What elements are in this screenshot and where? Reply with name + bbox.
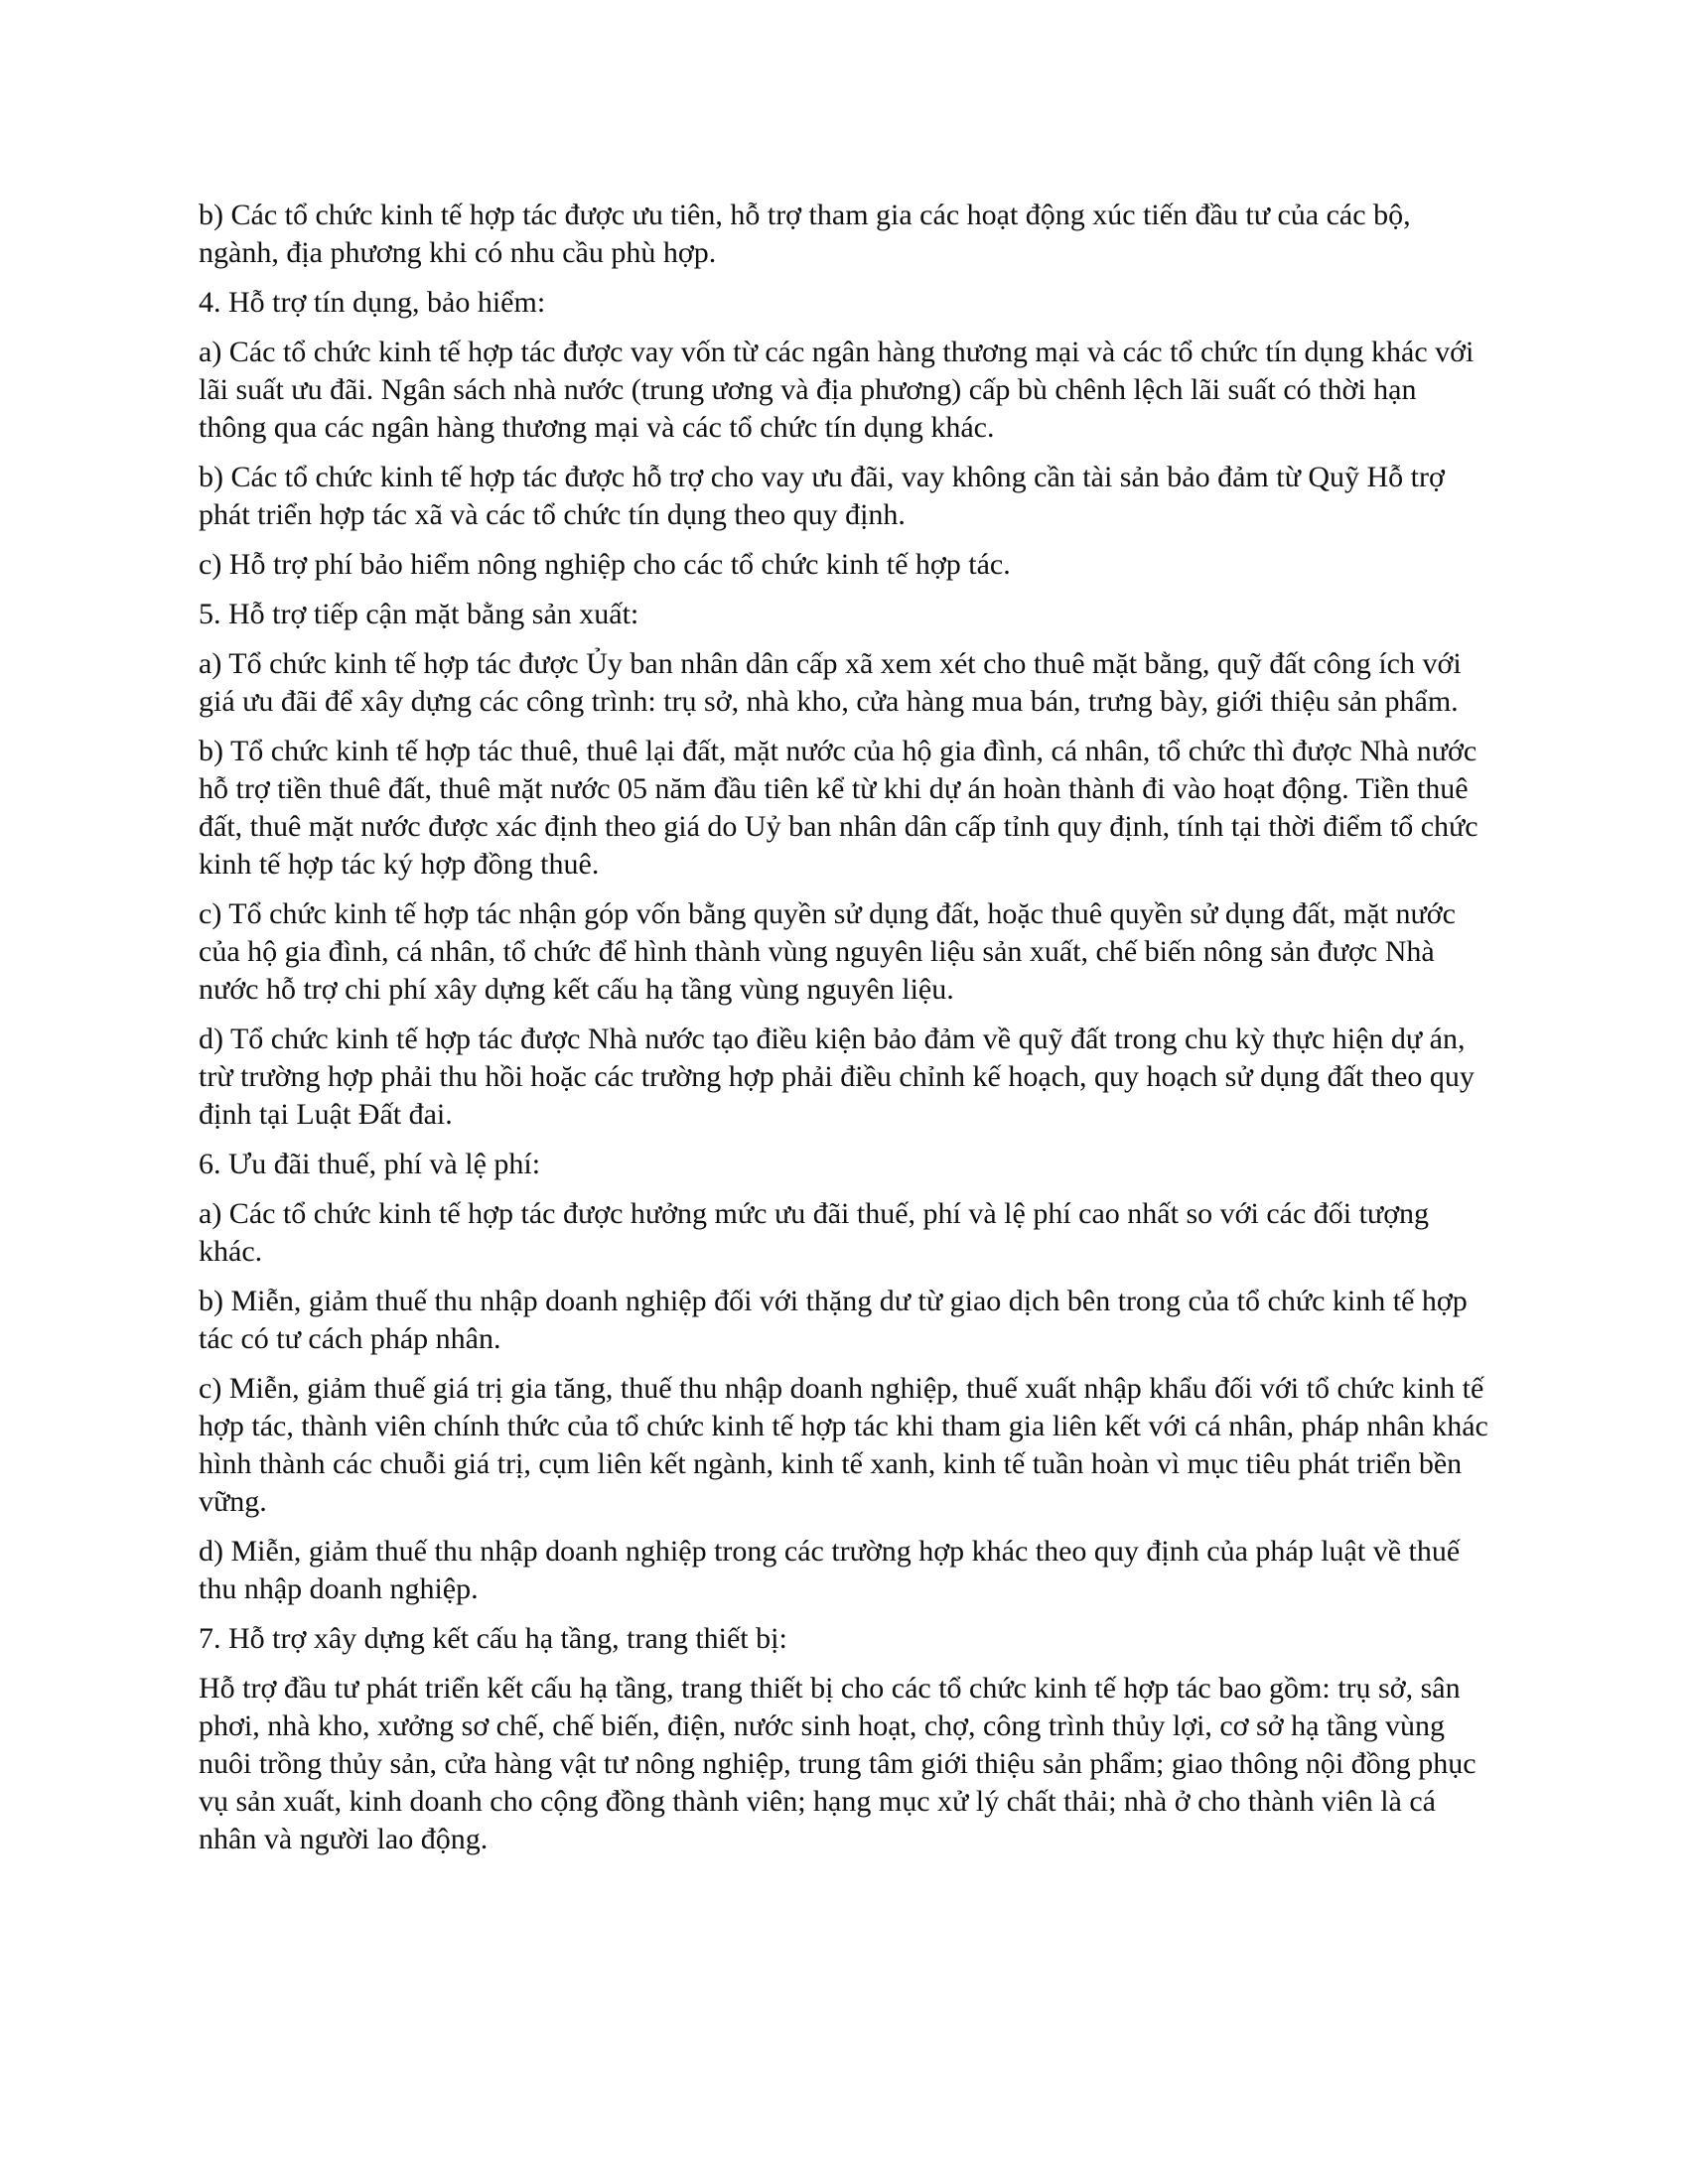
paragraph-6a-highest-incentives: a) Các tổ chức kinh tế hợp tác được hưởng mức ưu đãi thuế, phí và lệ phí cao nhất so với các đối tượng khác. — [199, 1197, 1430, 1268]
paragraph-7-infrastructure-support: Hỗ trợ đầu tư phát triển kết cấu hạ tầng, trang thiết bị cho các tổ chức kinh tế hợp tác bao gồm: trụ sở, sân phơi, nhà kho, xưởng sơ chế, chế biến, điện, nước sinh hoạt, chợ, công trình thủy lợi, cơ sở hạ tầng vùng nuôi trồng thủy sản, cửa hàng vật tư nông nghiệp, trung tâm giới thiệu sản phẩm; giao thông nội đồng phục vụ sản xuất, kinh doanh cho cộng đồng thành viên; hạng mục xử lý chất thải; nhà ở cho thành viên là cá nhân và người lao động. — [199, 1672, 1477, 1855]
heading-4-credit-insurance: 4. Hỗ trợ tín dụng, bảo hiểm: — [199, 286, 546, 319]
paragraph-4c-insurance: c) Hỗ trợ phí bảo hiểm nông nghiệp cho các tổ chức kinh tế hợp tác. — [199, 548, 1011, 581]
paragraph-4b-investment-promotion: b) Các tổ chức kinh tế hợp tác được ưu tiên, hỗ trợ tham gia các hoạt động xúc tiến đầu tư của các bộ, ngành, địa phương khi có nhu cầu phù hợp. — [199, 199, 1411, 269]
paragraph-5c-land-contribution: c) Tổ chức kinh tế hợp tác nhận góp vốn bằng quyền sử dụng đất, hoặc thuê quyền sử dụng đất, mặt nước của hộ gia đình, cá nhân, tổ chức để hình thành vùng nguyên liệu sản xuất, chế biến nông sản được Nhà nước hỗ trợ chi phí xây dựng kết cấu hạ tầng vùng nguyên liệu. — [199, 897, 1456, 1006]
paragraph-4a-loans: a) Các tổ chức kinh tế hợp tác được vay vốn từ các ngân hàng thương mại và các tổ chức tín dụng khác với lãi suất ưu đãi. Ngân sách nhà nước (trung ương và địa phương) cấp bù chênh lệch lãi suất có thời hạn thông qua các ngân hàng thương mại và các tổ chức tín dụng khác. — [199, 336, 1475, 444]
paragraph-6b-income-tax-exemption: b) Miễn, giảm thuế thu nhập doanh nghiệp đối với thặng dư từ giao dịch bên trong của tổ chức kinh tế hợp tác có tư cách pháp nhân. — [199, 1285, 1468, 1355]
paragraph-5a-lease-premises: a) Tổ chức kinh tế hợp tác được Ủy ban nhân dân cấp xã xem xét cho thuê mặt bằng, quỹ đất công ích với giá ưu đãi để xây dựng các công trình: trụ sở, nhà kho, cửa hàng mua bán, trưng bày, giới thiệu sản phẩm. — [199, 647, 1462, 718]
paragraph-5d-land-fund: d) Tổ chức kinh tế hợp tác được Nhà nước tạo điều kiện bảo đảm về quỹ đất trong chu kỳ thực hiện dự án, trừ trường hợp phải thu hồi hoặc các trường hợp phải điều chỉnh kế hoạch, quy hoạch sử dụng đất theo quy định tại Luật Đất đai. — [199, 1023, 1475, 1131]
heading-5-production-premises: 5. Hỗ trợ tiếp cận mặt bằng sản xuất: — [199, 598, 639, 630]
document-page — [199, 197, 1489, 1870]
paragraph-6d-other-cases: d) Miễn, giảm thuế thu nhập doanh nghiệp trong các trường hợp khác theo quy định của pháp luật về thuế thu nhập doanh nghiệp. — [199, 1535, 1461, 1605]
paragraph-6c-vat-exemption: c) Miễn, giảm thuế giá trị gia tăng, thuế thu nhập doanh nghiệp, thuế xuất nhập khẩu đối với tổ chức kinh tế hợp tác, thành viên chính thức của tổ chức kinh tế hợp tác khi tham gia liên kết với cá nhân, pháp nhân khác hình thành các chuỗi giá trị, cụm liên kết ngành, kinh tế xanh, kinh tế tuần hoàn vì mục tiêu phát triển bền vững. — [199, 1372, 1488, 1518]
heading-6-tax-incentives: 6. Ưu đãi thuế, phí và lệ phí: — [199, 1148, 541, 1180]
paragraph-4b-preferential-loans: b) Các tổ chức kinh tế hợp tác được hỗ trợ cho vay ưu đãi, vay không cần tài sản bảo đảm từ Quỹ Hỗ trợ phát triển hợp tác xã và các tổ chức tín dụng theo quy định. — [199, 461, 1445, 531]
paragraph-5b-land-rent-support: b) Tổ chức kinh tế hợp tác thuê, thuê lại đất, mặt nước của hộ gia đình, cá nhân, tổ chức thì được Nhà nước hỗ trợ tiền thuê đất, thuê mặt nước 05 năm đầu tiên kể từ khi dự án hoàn thành đi vào hoạt động. Tiền thuê đất, thuê mặt nước được xác định theo giá do Uỷ ban nhân dân cấp tỉnh quy định, tính tại thời điểm tổ chức kinh tế hợp tác ký hợp đồng thuê. — [199, 735, 1478, 881]
heading-7-infrastructure: 7. Hỗ trợ xây dựng kết cấu hạ tầng, trang thiết bị: — [199, 1622, 787, 1655]
